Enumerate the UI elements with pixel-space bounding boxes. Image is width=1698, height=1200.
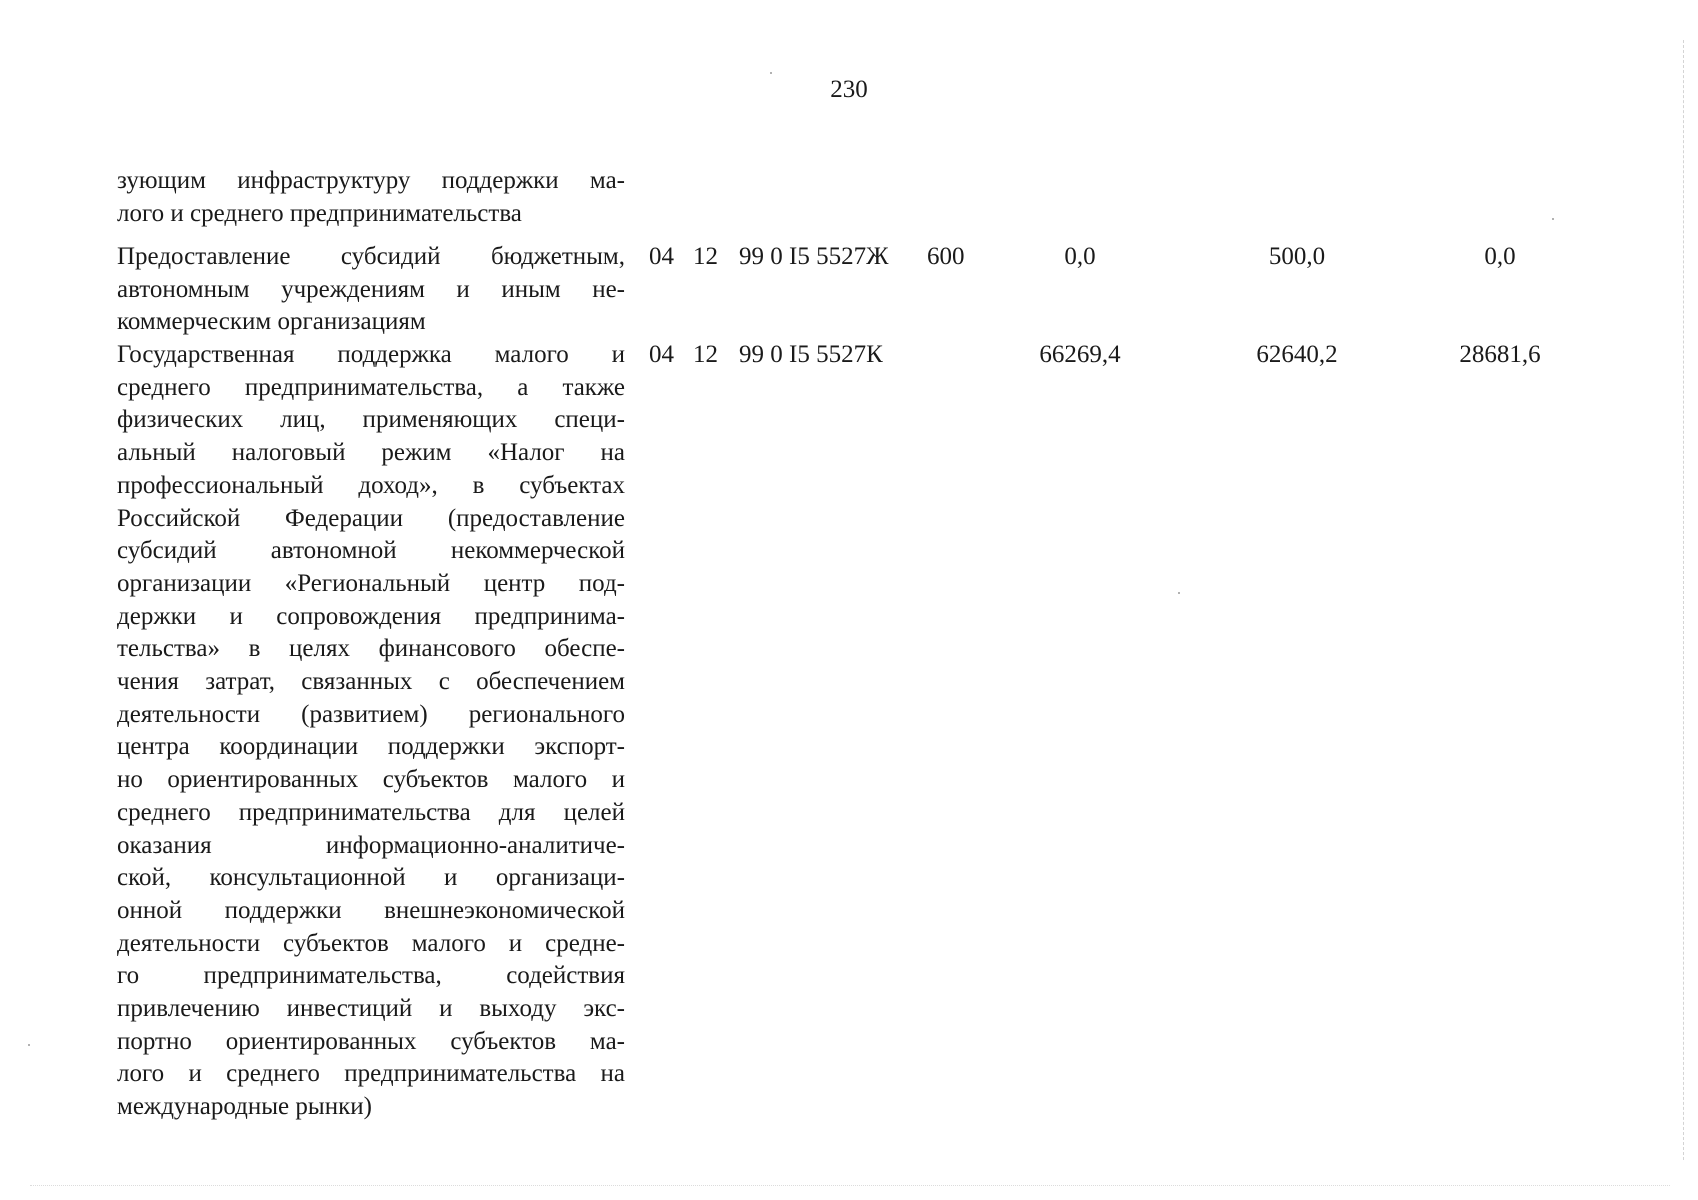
- row-name-line: среднего предпринимательства, а также: [117, 373, 625, 401]
- row-name-line: организации «Региональный центр под-: [117, 569, 625, 597]
- row-name-line: профессиональный доход», в субъектах: [117, 471, 625, 499]
- target-item-code: 99 0 I5 5527К: [739, 341, 883, 368]
- row-name-line: Предоставление субсидий бюджетным,: [117, 243, 625, 270]
- row-name-line: но ориентированных субъектов малого и: [117, 766, 625, 794]
- amount-year-1: 66269,4: [1039, 341, 1121, 368]
- row-name-line: автономным учреждениям и иным не-: [117, 275, 625, 303]
- amount-year-3: 0,0: [1484, 243, 1516, 270]
- amount-year-3: 28681,6: [1459, 341, 1541, 368]
- page-number: 230: [830, 76, 868, 103]
- row-name-line: тельства» в целях финансового обеспе-: [117, 635, 625, 663]
- scan-speck: [1552, 218, 1554, 220]
- row-name-line: го предпринимательства, содействия: [117, 962, 625, 990]
- row-name: [117, 339, 625, 1124]
- row-name-line: онной поддержки внешнеэкономической: [117, 896, 625, 924]
- row-name-line: деятельности субъектов малого и средне-: [117, 929, 625, 957]
- amount-year-2: 500,0: [1268, 243, 1326, 270]
- row-name-line: деятельности (развитием) регионального: [117, 700, 625, 728]
- row-name-line: чения затрат, связанных с обеспечением: [117, 668, 625, 696]
- row-name-line: физических лиц, применяющих специ-: [117, 406, 625, 434]
- row-name-line: привлечению инвестиций и выходу экс-: [117, 995, 625, 1023]
- scan-speck: [28, 1044, 30, 1046]
- scan-bottom-marks: [30, 1185, 1670, 1187]
- expense-type-code: 600: [927, 243, 965, 270]
- row-name-line: коммерческим организациям: [117, 308, 426, 336]
- row-name-line: ской, консультационной и организаци-: [117, 864, 625, 892]
- scan-speck: [770, 72, 772, 74]
- row-name-line: центра координации поддержки экспорт-: [117, 733, 625, 761]
- section-code: 04: [649, 243, 674, 270]
- row-name-line: лого и среднего предпринимательства на: [117, 1060, 625, 1088]
- scan-edge-marks: [1683, 40, 1686, 1160]
- row-name-line: лого и среднего предпринимательства: [117, 199, 522, 227]
- amount-year-1: 0,0: [1064, 243, 1096, 270]
- row-name-line: международные рынки): [117, 1093, 372, 1121]
- row-name-line: альный налоговый режим «Налог на: [117, 439, 625, 467]
- row-name-line: Государственная поддержка малого и: [117, 341, 625, 368]
- row-name: [117, 241, 625, 339]
- row-name-line: держки и сопровождения предпринима-: [117, 602, 625, 630]
- subsection-code: 12: [693, 341, 718, 368]
- row-name-line: портно ориентированных субъектов ма-: [117, 1027, 625, 1055]
- row-name-line: зующим инфраструктуру поддержки ма-: [117, 167, 625, 194]
- row-name-line: оказания информационно-аналитиче-: [117, 831, 625, 859]
- subsection-code: 12: [693, 243, 718, 270]
- row-name-line: Российской Федерации (предоставление: [117, 504, 625, 532]
- amount-year-2: 62640,2: [1256, 341, 1338, 368]
- target-item-code: 99 0 I5 5527Ж: [739, 243, 889, 270]
- row-name-line: среднего предпринимательства для целей: [117, 798, 625, 826]
- row-name: [117, 165, 625, 230]
- section-code: 04: [649, 341, 674, 368]
- row-name-line: субсидий автономной некоммерческой: [117, 537, 625, 565]
- scan-speck: [1178, 592, 1180, 594]
